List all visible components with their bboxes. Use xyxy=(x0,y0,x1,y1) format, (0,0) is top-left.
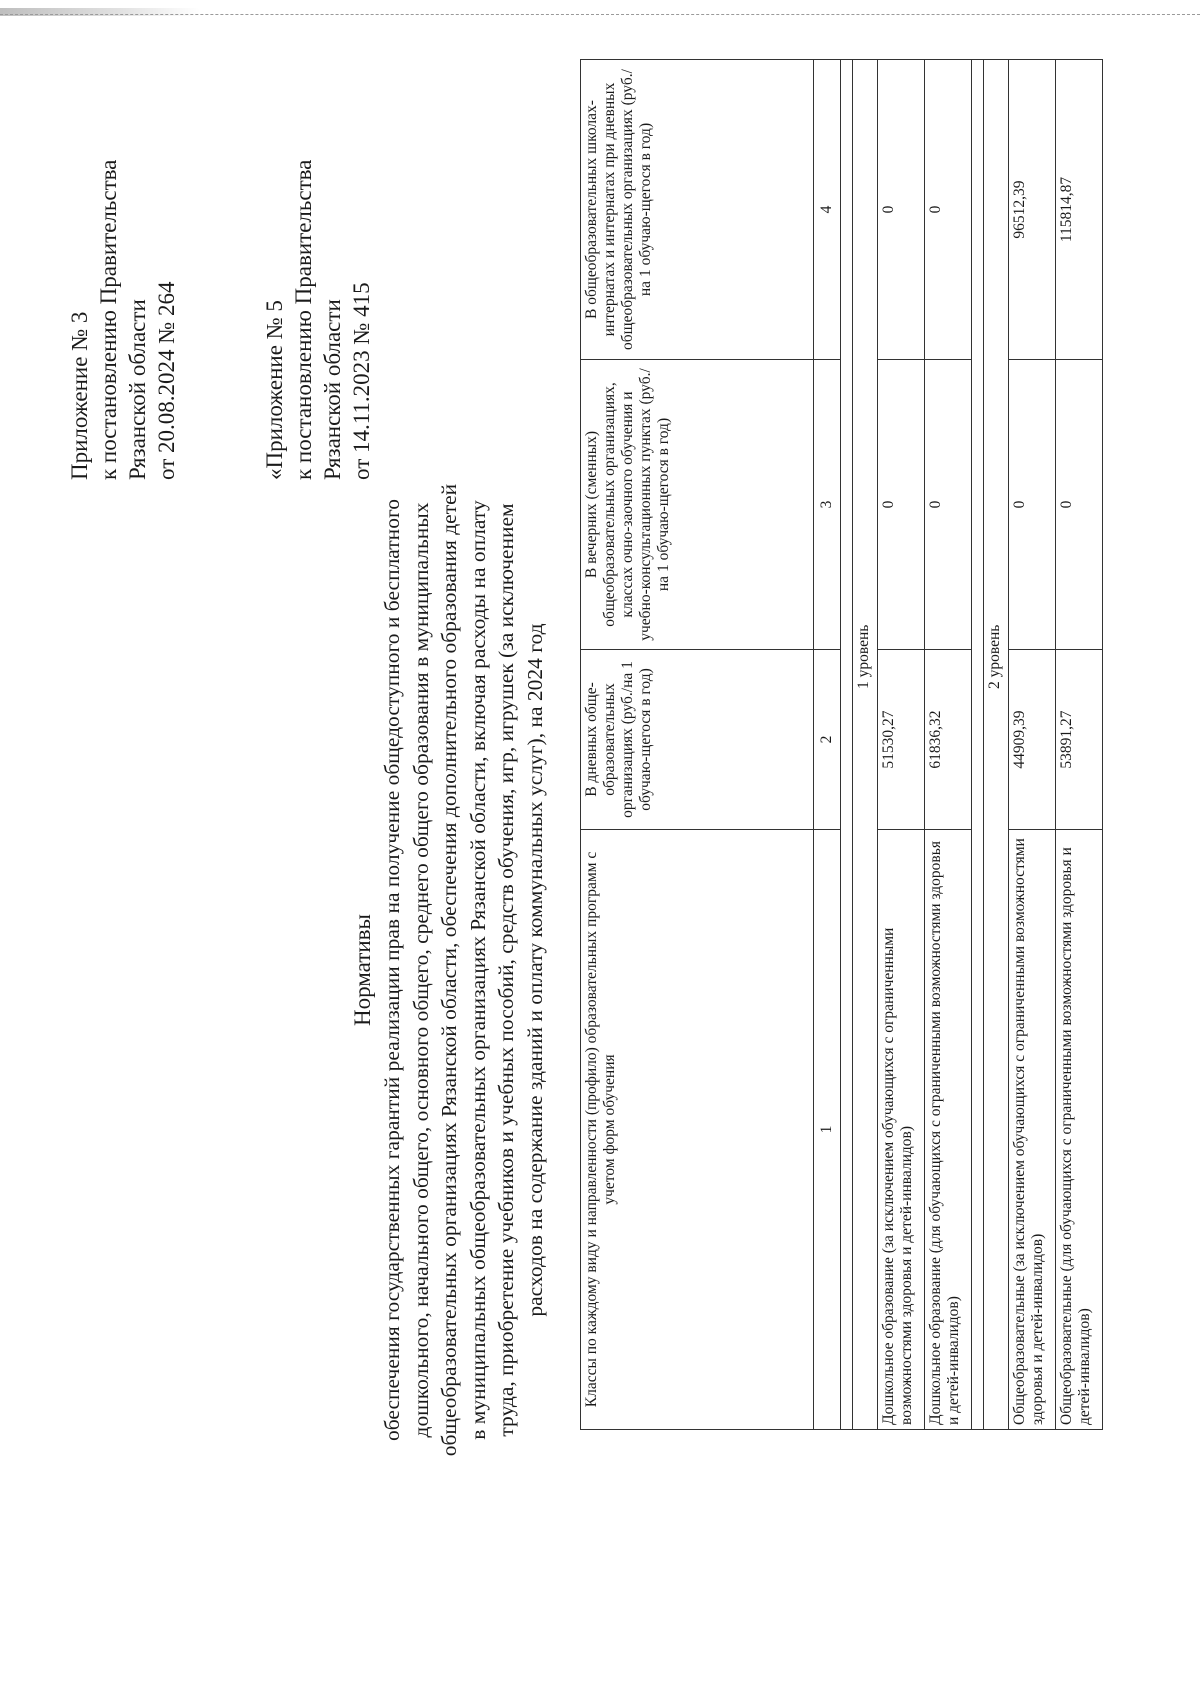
value-boarding: 115814,87 xyxy=(1056,60,1103,360)
table-row xyxy=(1056,60,1103,1430)
value-day: 61836,32 xyxy=(925,650,972,830)
table-header-row xyxy=(581,60,814,1430)
appendix-region: Рязанской области xyxy=(125,299,150,480)
level-label: 2 уровень xyxy=(984,60,1009,1430)
table-row xyxy=(925,60,972,1430)
appendix-decree: к постановлению Правительства xyxy=(291,159,316,480)
value-boarding: 0 xyxy=(878,60,925,360)
level-row xyxy=(984,60,1009,1430)
header-cell-evening-schools: В вечерних (сменных) общеобразовательных организациях, классах очно-заочного обучения и учебно-консультационных пунктах (руб./на 1 обучаю-щегося в год) xyxy=(581,360,814,650)
header-cell-boarding-schools: В общеобразовательных школах-интернатах и интернатах при дневных общеобразовательных организациях (руб./на 1 обучаю-щегося в год) xyxy=(581,60,814,360)
value-evening: 0 xyxy=(1056,360,1103,650)
value-evening: 0 xyxy=(1009,360,1056,650)
scan-edge xyxy=(0,14,1200,15)
value-boarding: 96512,39 xyxy=(1009,60,1056,360)
column-number: 2 xyxy=(814,650,841,830)
value-day: 53891,27 xyxy=(1056,650,1103,830)
value-evening: 0 xyxy=(878,360,925,650)
header-cell-day-schools: В дневных обще-образовательных организациях (руб./на 1 обучаю-щегося в год) xyxy=(581,650,814,830)
table-row xyxy=(1009,60,1056,1430)
value-evening: 0 xyxy=(925,360,972,650)
row-label: Общеобразовательные (для обучающихся с ограниченными возможностями здоровья и детей-инвалидов) xyxy=(1056,830,1103,1430)
level-label: 1 уровень xyxy=(853,60,878,1430)
appendix-decree: к постановлению Правительства xyxy=(96,159,121,480)
norms-table xyxy=(580,59,1103,1430)
document-sheet xyxy=(0,30,1130,1650)
column-number: 1 xyxy=(814,830,841,1430)
document-subtitle-line: труда, приобретение учебников и учебных пособий, средств обучения, игр, игрушек (за исключением xyxy=(494,503,518,1437)
appendix-date: от 14.11.2023 № 415 xyxy=(349,282,374,480)
document-subtitle-line: обеспечения государственных гарантий реализации прав на получение общедоступного и бесплатного xyxy=(380,499,404,1441)
spacer-cell xyxy=(972,60,984,1430)
row-label: Дошкольное образование (за исключением обучающихся с ограниченными возможностями здоровья и детей-инвалидов) xyxy=(878,830,925,1430)
value-boarding: 0 xyxy=(925,60,972,360)
table-row xyxy=(878,60,925,1430)
document-subtitle-line: дошкольного, начального общего, основного общего, среднего общего образования в муниципальных xyxy=(408,502,433,1438)
appendix-number: Приложение № 3 xyxy=(67,311,92,480)
table-column-number-row xyxy=(814,60,841,1430)
document-subtitle-line: общеобразовательных организациях Рязанской области, обеспечения дополнительного образования детей xyxy=(437,483,461,1457)
value-day: 51530,27 xyxy=(878,650,925,830)
appendix-number: «Приложение № 5 xyxy=(262,300,287,480)
document-subtitle-line: в муниципальных общеобразовательных организациях Рязанской области, включая расходы на оплату xyxy=(465,500,490,1440)
appendix-reference-new xyxy=(65,160,181,480)
appendix-date: от 20.08.2024 № 264 xyxy=(154,281,179,480)
header-cell-program-classes: Классы по каждому виду и направленности (профило) образовательных программ с учетом форм обучения xyxy=(581,830,814,1430)
level-row xyxy=(853,60,878,1430)
column-number: 4 xyxy=(814,60,841,360)
appendix-region: Рязанской области xyxy=(320,299,345,480)
spacer-cell xyxy=(841,60,853,1430)
value-day: 44909,39 xyxy=(1009,650,1056,830)
row-label: Общеобразовательные (за исключением обучающихся с ограниченными возможностями здоровья и детей-инвалидов) xyxy=(1009,830,1056,1430)
column-number: 3 xyxy=(814,360,841,650)
document-title-block xyxy=(348,420,549,1520)
table-spacer-row xyxy=(841,60,853,1430)
document-subtitle-line: расходов на содержание зданий и оплату коммунальных услуг), на 2024 год xyxy=(522,623,547,1317)
document-title: Нормативы xyxy=(350,914,375,1026)
row-label: Дошкольное образование (для обучающихся с ограниченными возможностями здоровья и детей-инвалидов) xyxy=(925,830,972,1430)
table-spacer-row xyxy=(972,60,984,1430)
